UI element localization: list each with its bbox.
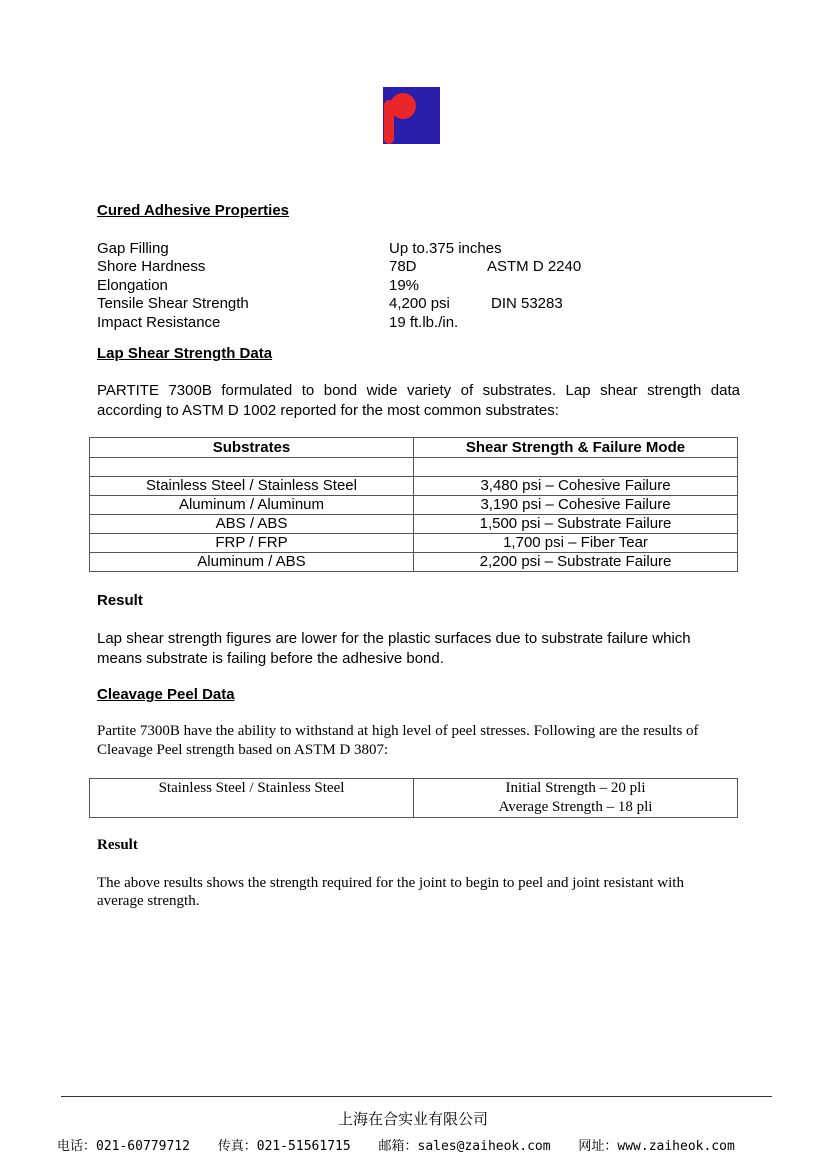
table-cell-strength: 1,700 psi – Fiber Tear — [414, 534, 738, 553]
cleavage-peel-intro: Partite 7300B have the ability to withstand at high level of peel stresses. Following are the results of Cleavage Peel strength based on ASTM D 3807: — [97, 723, 699, 758]
lap-result-text: Lap shear strength figures are lower for the plastic surfaces due to substrate failure which means substrate is failing before the adhesive bond. — [97, 630, 691, 667]
average-strength: Average Strength – 18 pli — [498, 799, 653, 815]
table-cell-strength — [414, 779, 738, 818]
footer-fax: 传真：021-51561715 — [217, 1139, 351, 1154]
table-header-row — [90, 438, 738, 458]
table-cell-substrate: Aluminum / Aluminum — [90, 496, 414, 515]
cleavage-peel-table — [89, 778, 738, 818]
table-row — [90, 477, 738, 496]
property-value: Up to.375 inches — [389, 240, 502, 257]
footer-contacts — [57, 1135, 817, 1154]
table-cell-substrate: FRP / FRP — [90, 534, 414, 553]
property-row — [97, 294, 697, 313]
property-label: Gap Filling — [97, 240, 169, 257]
property-standard: ASTM D 2240 — [487, 258, 582, 275]
company-logo — [383, 87, 440, 144]
property-row — [97, 313, 697, 332]
table-row — [90, 515, 738, 534]
table-cell-strength: 3,480 psi – Cohesive Failure — [414, 477, 738, 496]
table-cell-substrate — [90, 458, 414, 477]
table-row — [90, 496, 738, 515]
property-value: 78D — [389, 258, 417, 275]
property-row — [97, 239, 697, 258]
table-row — [90, 779, 738, 818]
lap-shear-table — [89, 437, 738, 572]
property-standard: DIN 53283 — [491, 295, 563, 312]
table-cell-strength: 3,190 psi – Cohesive Failure — [414, 496, 738, 515]
lap-shear-heading: Lap Shear Strength Data — [97, 345, 273, 362]
footer-email[interactable]: 邮箱：sales@zaiheok.com — [378, 1139, 551, 1154]
property-row — [97, 257, 697, 276]
peel-result-heading: Result — [97, 837, 138, 853]
lap-result-heading: Result — [97, 592, 143, 609]
table-row — [90, 553, 738, 572]
lap-shear-intro: PARTITE 7300B formulated to bond wide variety of substrates. Lap shear strength data according to ASTM D 1002 reported for the most common substrates: — [97, 382, 740, 419]
table-row — [90, 534, 738, 553]
property-label: Shore Hardness — [97, 258, 206, 275]
table-cell-substrate: Stainless Steel / Stainless Steel — [90, 477, 414, 496]
property-label: Tensile Shear Strength — [97, 295, 249, 312]
footer-phone: 电话：021-60779712 — [57, 1139, 190, 1154]
footer-company-name: 上海在合实业有限公司 — [337, 1110, 488, 1128]
table-header-strength: Shear Strength & Failure Mode — [414, 438, 738, 458]
initial-strength: Initial Strength – 20 pli — [505, 780, 646, 796]
footer-website[interactable]: 网址：www.zaiheok.com — [578, 1139, 735, 1154]
table-row — [90, 458, 738, 477]
table-cell-substrate: ABS / ABS — [90, 515, 414, 534]
cleavage-peel-heading: Cleavage Peel Data — [97, 686, 235, 703]
table-cell-strength: 2,200 psi – Substrate Failure — [414, 553, 738, 572]
logo-dot — [390, 93, 416, 119]
footer-divider — [61, 1096, 772, 1097]
property-value: 19 ft.lb./in. — [389, 314, 459, 331]
property-row — [97, 276, 697, 295]
peel-result-text: The above results shows the strength required for the joint to begin to peel and joint resistant with average strength. — [97, 875, 684, 909]
table-cell-strength — [414, 458, 738, 477]
table-cell-substrate: Aluminum / ABS — [90, 553, 414, 572]
property-label: Elongation — [97, 277, 168, 294]
cured-properties-heading: Cured Adhesive Properties — [97, 202, 290, 219]
property-label: Impact Resistance — [97, 314, 221, 331]
property-value: 19% — [389, 277, 420, 294]
property-value: 4,200 psi — [389, 295, 450, 312]
table-cell-substrate: Stainless Steel / Stainless Steel — [90, 779, 414, 818]
table-header-substrates: Substrates — [90, 438, 414, 458]
table-cell-strength: 1,500 psi – Substrate Failure — [414, 515, 738, 534]
